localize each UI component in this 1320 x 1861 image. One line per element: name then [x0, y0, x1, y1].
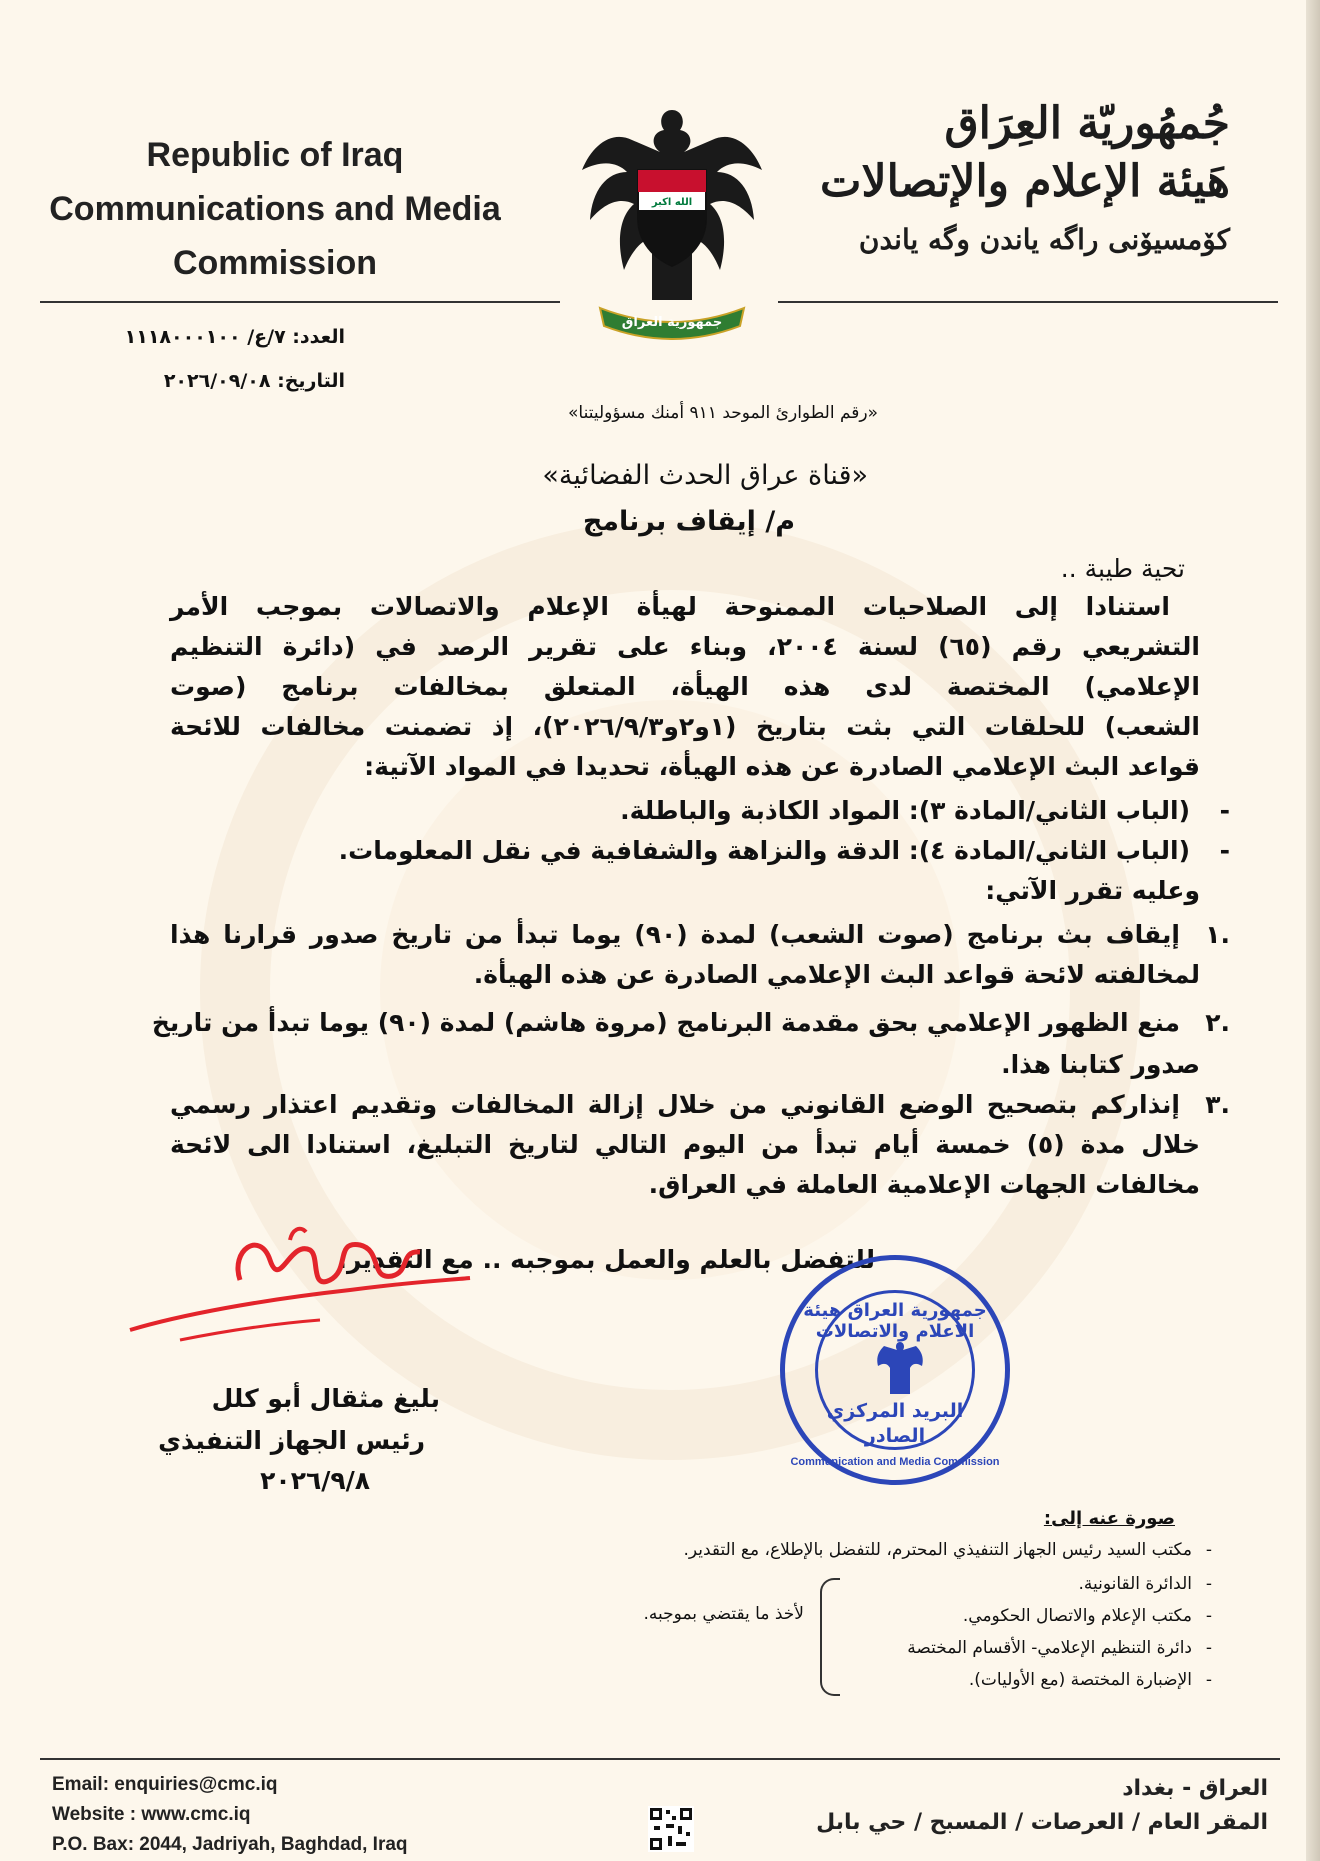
emblem-scroll-text: جمهورية العراق: [621, 315, 723, 330]
letterhead-ar-country: جُمهُوريّة العِرَاق: [944, 98, 1230, 149]
letter-date: التاريخ: ٢٠٢٦/٠٩/٠٨: [163, 370, 345, 392]
footer-rule: [40, 1758, 1280, 1760]
decision-number-2: .٢: [1205, 1008, 1230, 1037]
copies-item-5: الإضبارة المختصة (مع الأوليات).: [968, 1670, 1192, 1690]
decision-number-1: .١: [1205, 920, 1230, 949]
decision-2-line-1: منع الظهور الإعلامي بحق مقدمة البرنامج (مروة هاشم) لمدة (٩٠) يوما تبدأ من تاريخ: [151, 1008, 1180, 1037]
decision-3-line-3: مخالفات الجهات الإعلامية العاملة في العراق.: [648, 1170, 1200, 1199]
body-line-5: قواعد البث الإعلامي الصادرة عن هذه الهيأة، تحديدا في المواد الآتية:: [364, 752, 1200, 781]
decision-3-line-2: خلال مدة (٥) خمسة أيام تبدأ من اليوم التالي لتاريخ التبليغ، استنادا الى لائحة: [170, 1130, 1200, 1159]
stamp-middle-text-2: الصادر: [864, 1425, 926, 1447]
stamp-top-text: جمهورية العراق هيئة الاعلام والاتصالات: [803, 1300, 987, 1342]
article-dash-1: -: [1219, 796, 1230, 825]
article-item-1: (الباب الثاني/المادة ٣): المواد الكاذبة والباطلة.: [620, 796, 1190, 825]
copies-item-1: مكتب السيد رئيس الجهاز التنفيذي المحترم، للتفضل بالإطلاع، مع التقدير.: [683, 1540, 1192, 1560]
body-line-1: استنادا إلى الصلاحيات الممنوحة لهيأة الإعلام والاتصالات بموجب الأمر: [170, 592, 1170, 621]
footer-po-box: P.O. Bax: 2044, Jadriyah, Baghdad, Iraq: [52, 1834, 408, 1855]
english-letterhead: [30, 128, 520, 290]
footer-email: Email: enquiries@cmc.iq: [52, 1774, 278, 1795]
header-rule-left: [40, 301, 560, 303]
signatory-name: بليغ مثقال أبو كلل: [211, 1384, 440, 1413]
body-line-3: الإعلامي) المختصة لدى هذه الهيأة، المتعلق بمخالفات برنامج (صوت: [170, 672, 1200, 701]
decision-3-line-1: إنذاركم بتصحيح الوضع القانوني من خلال إزالة المخالفات وتقديم اعتذار رسمي: [170, 1090, 1180, 1119]
stamp-middle-text-1: البريد المركزي: [826, 1400, 964, 1422]
letterhead-country: Republic of Iraq: [146, 136, 404, 174]
decision-2-line-2: صدور كتابنا هذا.: [1001, 1050, 1200, 1079]
letterhead-ar-org: هَيئة الإعلام والإتصالات: [820, 156, 1230, 207]
copies-dash-1: -: [1205, 1540, 1212, 1560]
footer-website: Website : www.cmc.iq: [52, 1804, 251, 1825]
stamp-eagle-icon: [870, 1338, 930, 1398]
header-rule-right: [778, 301, 1278, 303]
article-dash-2: -: [1219, 836, 1230, 865]
official-stamp: [780, 1255, 1010, 1485]
letterhead-org-line1: Communications and Media: [49, 190, 501, 228]
copies-item-2: الدائرة القانونية.: [1078, 1574, 1192, 1594]
footer-ar-city: العراق - بغداد: [1122, 1776, 1268, 1801]
stamp-bottom-text: Communication and Media Commission: [790, 1456, 1000, 1468]
emblem-shield-text: الله اكبر: [651, 197, 693, 208]
handwritten-signature-icon: [120, 1220, 480, 1350]
hotline-slogan: «رقم الطوارئ الموحد ٩١١ أمنك مسؤوليتنا»: [568, 403, 878, 423]
letterhead-org-line2: Commission: [172, 244, 378, 282]
footer-ar-address: المقر العام / العرصات / المسبح / حي بابل: [816, 1810, 1268, 1835]
addressee: «قناة عراق الحدث الفضائية»: [542, 460, 868, 491]
page-edge-shadow: [1306, 0, 1320, 1861]
article-item-2: (الباب الثاني/المادة ٤): الدقة والنزاهة والشفافية في نقل المعلومات.: [338, 836, 1190, 865]
decision-number-3: .٣: [1205, 1090, 1230, 1119]
body-line-2: التشريعي رقم (٦٥) لسنة ٢٠٠٤، وبناء على تقرير الرصد في (دائرة التنظيم: [170, 632, 1200, 661]
signatory-title: رئيس الجهاز التنفيذي: [158, 1426, 425, 1455]
greeting: تحية طيبة ..: [1060, 554, 1185, 583]
body-line-4: الشعب) للحلقات التي بثت بتاريخ (١و٢و٢٠٢٦/٩/٣)، إذ تضمنت مخالفات للائحة: [170, 712, 1201, 741]
arabic-letterhead: [750, 95, 1230, 263]
decision-1-line-1: إيقاف بث برنامج (صوت الشعب) لمدة (٩٠) يوما تبدأ من تاريخ صدور قرارنا هذا: [170, 920, 1180, 949]
eagle-emblem-icon: [572, 100, 772, 340]
copies-heading: صورة عنه إلى:: [1043, 1508, 1175, 1529]
reference-number: العدد: ٧/ع/ ١١١٨٠٠٠١٠٠: [124, 326, 345, 348]
copies-dash-4: -: [1205, 1638, 1212, 1658]
letterhead-kurdish-org: كۆمسيۆنى راگە ياندن وگە ياندن: [858, 223, 1230, 256]
closing-line: للتفضل بالعلم والعمل بموجبه .. مع التقدير.: [337, 1245, 875, 1274]
decision-1-line-2: لمخالفته لائحة قواعد البث الإعلامي الصادرة عن هذه الهيأة.: [473, 960, 1200, 989]
subject-line: م/ إيقاف برنامج: [582, 506, 795, 537]
signature-date: ٢٠٢٦/٩/٨: [260, 1466, 370, 1495]
copies-item-4: دائرة التنظيم الإعلامي- الأقسام المختصة: [907, 1638, 1192, 1658]
qr-code-icon: [648, 1806, 694, 1852]
copies-dash-5: -: [1205, 1670, 1212, 1690]
copies-brace: [820, 1578, 840, 1696]
copies-dash-3: -: [1205, 1606, 1212, 1626]
decision-intro: وعليه تقرر الآتي:: [985, 876, 1200, 905]
copies-item-3: مكتب الإعلام والاتصال الحكومي.: [962, 1606, 1192, 1626]
copies-dash-2: -: [1205, 1574, 1212, 1594]
copies-note: لأخذ ما يقتضي بموجبه.: [643, 1604, 804, 1624]
